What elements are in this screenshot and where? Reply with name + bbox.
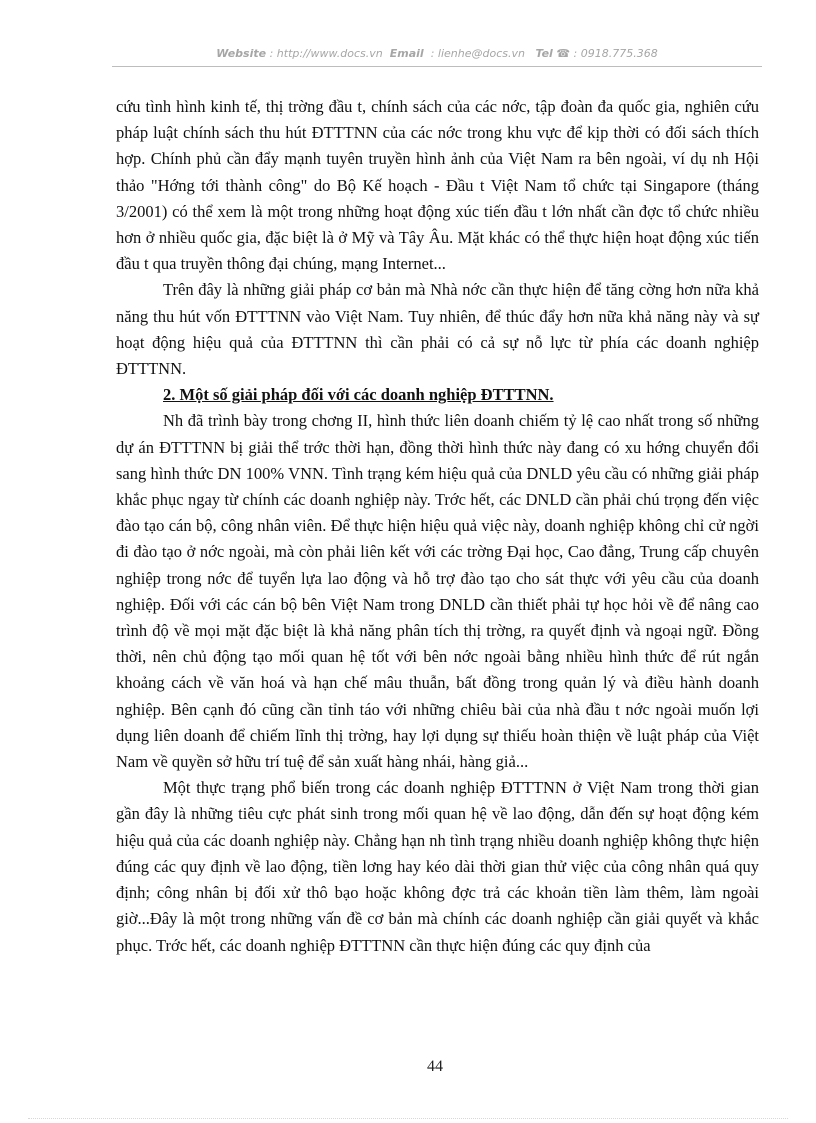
page-number: 44	[427, 1058, 443, 1075]
paragraph-1: cứu tình hình kinh tế, thị trờng đầu t, chính sách của các nớc, tập đoàn đa quốc gia, nghiên cứu pháp luật chính sách thu hút ĐTTTNN của các nớc trong khu vực để kịp thời có đối sách thích hợp. Chính phủ cần đẩy mạnh tuyên truyền hình ảnh của Việt Nam ra bên ngoài, ví dụ nh Hội thảo "Hớng tới thành công" do Bộ Kế hoạch - Đầu t Việt Nam tổ chức tại Singapore (tháng 3/2001) có thể xem là một trong những hoạt động xúc tiến đầu t lớn nhất cần đợc tổ chức nhiều hơn ở nhiều quốc gia, đặc biệt là ở Mỹ và Tây Âu. Mặt khác có thể thực hiện hoạt động xúc tiến đầu t qua truyền thông đại chúng, mạng Internet...	[116, 97, 759, 274]
email-value: : lienhe@docs.vn	[430, 47, 525, 60]
page-header	[112, 47, 762, 60]
paragraph-3: Nh đã trình bày trong chơng II, hình thức liên doanh chiếm tỷ lệ cao nhất trong số những dự án ĐTTTNN bị giải thể trớc thời hạn, đồng thời hình thức này đang có xu hớng chuyển đổi sang hình thức DN 100% VNN. Tình trạng kém hiệu quả của DNLD yêu cầu có những giải pháp khắc phục ngay từ chính các doanh nghiệp này. Trớc hết, các DNLD cần phải chú trọng đến việc đào tạo cán bộ, công nhân viên. Để thực hiện hiệu quả việc này, doanh nghiệp không chỉ cử ngời đi đào tạo ở nớc ngoài, mà còn phải liên kết với các trờng Đại học, Cao đẳng, Trung cấp chuyên nghiệp trong nớc để tuyển lựa lao động và hỗ trợ đào tạo cho sát thực với yêu cầu của doanh nghiệp. Đối với các cán bộ bên Việt Nam trong DNLD cần thiết phải tự học hỏi về để nâng cao trình độ về mọi mặt đặc biệt là khả năng phân tích thị trờng, ra quyết định và ngoại ngữ. Đồng thời, nên chủ động tạo mối quan hệ tốt với bên nớc ngoài bằng nhiều hình thức để rút ngắn khoảng cách về văn hoá và hạn chế mâu thuẫn, bất đồng trong quản lý và điều hành doanh nghiệp. Bên cạnh đó cũng cần tỉnh táo với những chiêu bài của nhà đầu t nớc ngoài muốn lợi dụng liên doanh để chiếm lĩnh thị trờng, hay lợi dụng sự thiếu hoàn thiện về luật pháp của Việt Nam về quyền sở hữu trí tuệ để sản xuất hàng nhái, hàng giả...	[116, 411, 759, 772]
email-label: Email	[389, 47, 424, 60]
section-heading: 2. Một số giải pháp đối với các doanh nghiệp ĐTTTNN.	[163, 385, 554, 405]
paragraph-4: Một thực trạng phổ biến trong các doanh nghiệp ĐTTTNN ở Việt Nam trong thời gian gần đây là những tiêu cực phát sinh trong mối quan hệ về lao động, dẫn đến sự hoạt động kém hiệu quả của các doanh nghiệp này. Chẳng hạn nh tình trạng nhiều doanh nghiệp không thực hiện đúng các quy định về lao động, tiền lơng hay kéo dài thời gian thử việc của công nhân quá quy định; công nhân bị đối xử thô bạo hoặc không đợc trả các khoản tiền làm thêm, làm ngoài giờ...Đây là một trong những vấn đề cơ bản mà chính các doanh nghiệp cần giải quyết và khắc phục. Trớc hết, các doanh nghiệp ĐTTTNN cần thực hiện đúng các quy định của	[116, 778, 759, 955]
paragraph-2: Trên đây là những giải pháp cơ bản mà Nhà nớc cần thực hiện để tăng cờng hơn nữa khả năng thu hút vốn ĐTTTNN vào Việt Nam. Tuy nhiên, để thúc đẩy hơn nữa khả năng này và sự hoạt động hiệu quả của ĐTTTNN thì cần phải có cả sự nỗ lực từ phía các doanh nghiệp ĐTTTNN.	[116, 280, 759, 379]
tel-value: ☎ : 0918.775.368	[556, 47, 658, 60]
website-value: : http://www.docs.vn	[269, 47, 383, 60]
footer-divider	[28, 1118, 788, 1119]
website-label: Website	[216, 47, 267, 60]
tel-label: Tel	[535, 47, 553, 60]
body-text	[116, 94, 759, 959]
header-divider	[112, 66, 762, 67]
